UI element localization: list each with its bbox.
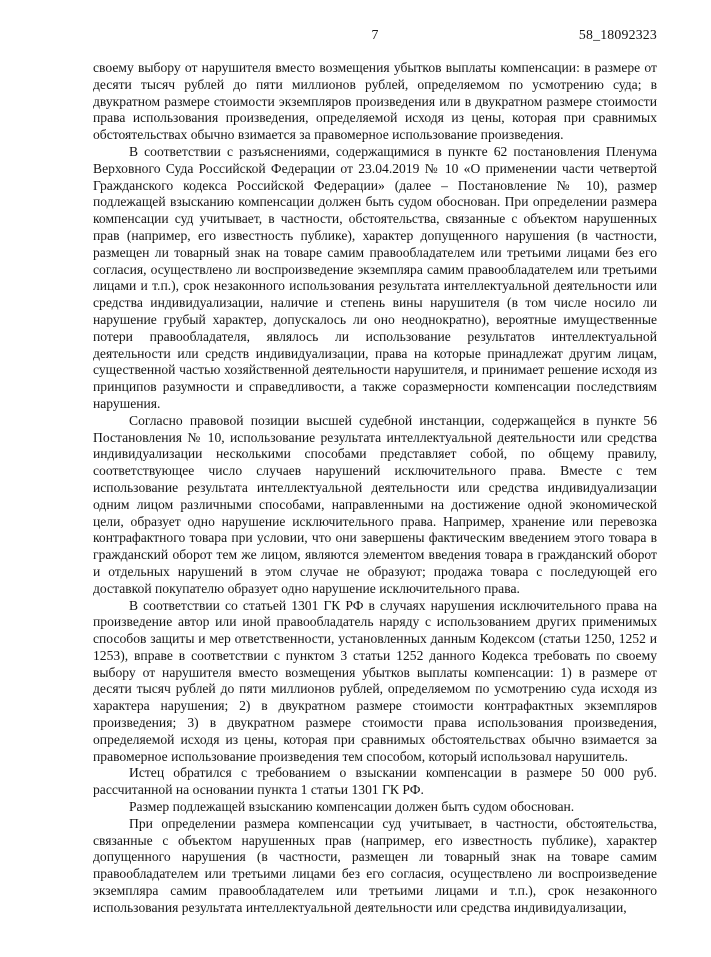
paragraph: Согласно правовой позиции высшей судебной инстанции, содержащейся в пункте 56 Постановления № 10, использование результата интеллектуальной деятельности или средства индивидуализации несколькими способами представляет собой, по общему правилу, соответствующее число случаев нарушений исключительного права. Вместе с тем использование результата интеллектуальной деятельности или средства индивидуализации одним лицом различными способами, направленными на достижение одной экономической цели, образует одно нарушение исключительного права. Например, хранение или перевозка контрафактного товара при условии, что они завершены фактическим введением этого товара в гражданский оборот тем же лицом, являются элементом введения товара в гражданский оборот и отдельных нарушений в этом случае не образуют; продажа товара с последующей его доставкой покупателю образует одно нарушение исключительного права. <box>93 412 657 596</box>
paragraph: В соответствии со статьей 1301 ГК РФ в случаях нарушения исключительного права на произведение автор или иной правообладатель наряду с использованием других применимых способов защиты и мер ответственности, установленных данным Кодексом (статьи 1250, 1252 и 1253), вправе в соответствии с пунктом 3 статьи 1252 данного Кодекса требовать по своему выбору от нарушителя вместо возмещения убытков выплаты компенсации: 1) в размере от десяти тысяч рублей до пяти миллионов рублей, определяемом по усмотрению суда исходя из характера нарушения; 2) в двукратном размере стоимости контрафактных экземпляров произведения; 3) в двукратном размере стоимости права использования произведения, определяемой исходя из цены, которая при сравнимых обстоятельствах обычно взимается за правомерное использование произведения тем способом, который использовал нарушитель. <box>93 597 657 764</box>
case-number: 58_18092323 <box>578 27 657 42</box>
paragraph: Истец обратился с требованием о взыскании компенсации в размере 50 000 руб. рассчитанной на основании пункта 1 статьи 1301 ГК РФ. <box>93 765 657 798</box>
page-number: 7 <box>371 27 379 42</box>
paragraph: В соответствии с разъяснениями, содержащимися в пункте 62 постановления Пленума Верховного Суда Российской Федерации от 23.04.2019 № 10 «О применении части четвертой Гражданского кодекса Российской Федерации» (далее – Постановление № 10), размер подлежащей взысканию компенсации должен быть судом обоснован. При определении размера компенсации суд учитывает, в частности, обстоятельства, связанные с объектом нарушенных прав (например, его известность публике), характер допущенного нарушения (в частности, размещен ли товарный знак на товаре самим правообладателем или третьими лицами без его согласия, осуществлено ли воспроизведение экземпляра самим правообладателем или третьими лицами и т.п.), срок незаконного использования результата интеллектуальной деятельности или средства индивидуализации, наличие и степень вины нарушителя (в том числе носило ли нарушение грубый характер, допускалось ли оно неоднократно), вероятные имущественные потери правообладателя, являлось ли использование результатов интеллектуальной деятельности или средств индивидуализации, права на которые принадлежат другим лицам, существенной частью хозяйственной деятельности нарушителя, и принимает решение исходя из принципов разумности и справедливости, а также соразмерности компенсации последствиям нарушения. <box>93 143 657 411</box>
document-text <box>93 60 657 917</box>
page-header <box>93 26 657 43</box>
paragraph: своему выбору от нарушителя вместо возмещения убытков выплаты компенсации: в размере от десяти тысяч рублей до пяти миллионов рублей, определяемом по усмотрению суда; в двукратном размере стоимости экземпляров произведения или в двукратном размере стоимости права использования произведения, определяемой исходя из цены, которая при сравнимых обстоятельствах обычно взимается за правомерное использование произведения. <box>93 60 657 143</box>
paragraph: Размер подлежащей взысканию компенсации должен быть судом обоснован. <box>129 799 575 815</box>
paragraph: При определении размера компенсации суд учитывает, в частности, обстоятельства, связанные с объектом нарушенных прав (например, его известность публике), характер допущенного нарушения (в частности, размещен ли товарный знак на товаре самим правообладателем или третьими лицами без его согласия, осуществлено ли воспроизведение экземпляра самим правообладателем или третьими лицами и т.п.), срок незаконного использования результата интеллектуальной деятельности или средства индивидуализации, <box>93 815 657 915</box>
